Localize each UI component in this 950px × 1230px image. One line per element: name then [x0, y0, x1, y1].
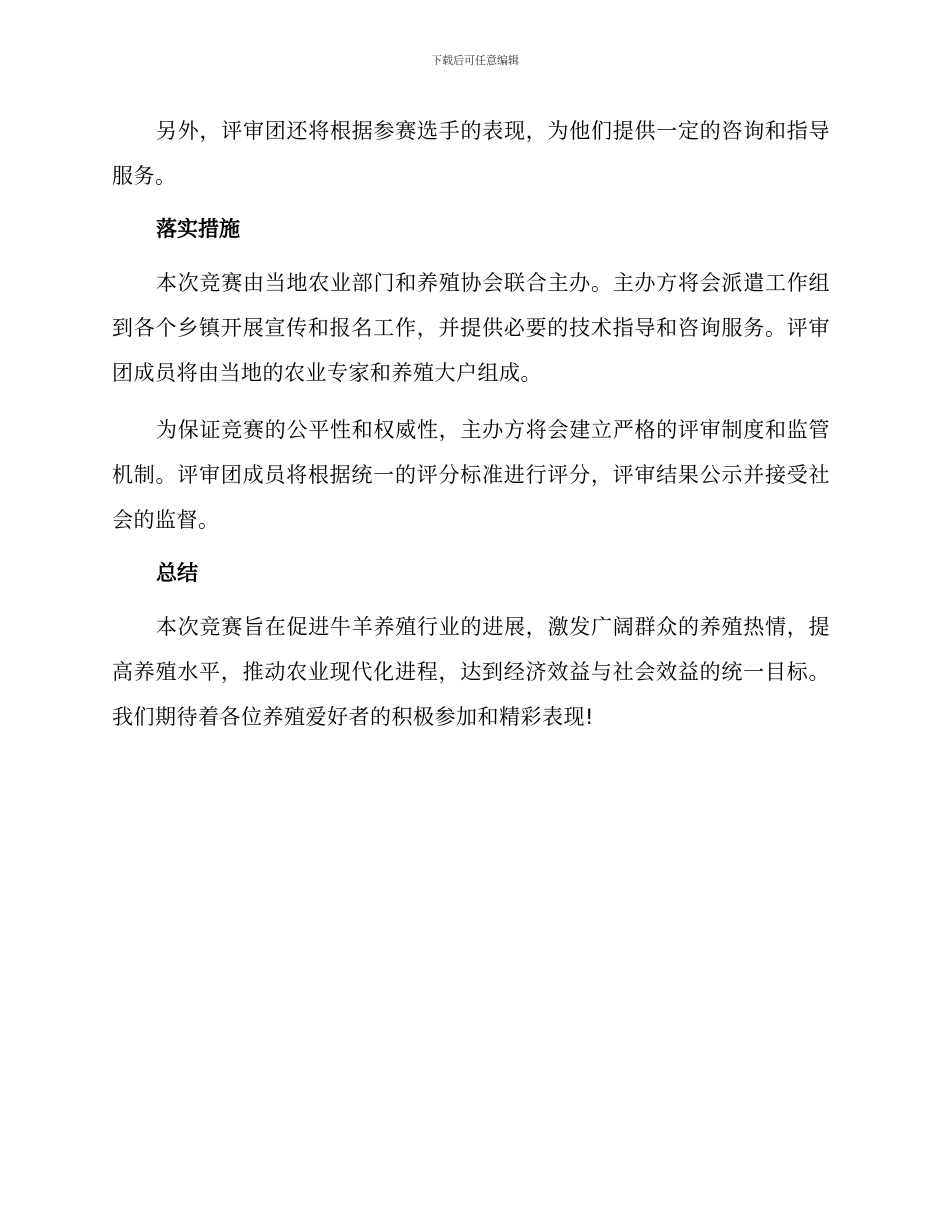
summary-paragraph: 本次竞赛旨在促进牛羊养殖行业的进展，激发广阔群众的养殖热情，提高养殖水平，推动农业现代化进程，达到经济效益与社会效益的统一目标。我们期待着各位养殖爱好者的积极参加和精彩表现! — [112, 615, 830, 729]
document-body — [112, 109, 830, 740]
implementation-paragraph-2: 为保证竞赛的公平性和权威性，主办方将会建立严格的评审制度和监管机制。评审团成员将根据统一的评分标准进行评分，评审结果公示并接受社会的监督。 — [112, 418, 830, 532]
spacer — [112, 591, 830, 605]
section-heading-summary: 总结 — [156, 561, 198, 585]
section-heading-implementation: 落实措施 — [156, 217, 240, 241]
spacer — [112, 247, 830, 261]
spacer — [112, 543, 830, 555]
page-header: 下载后可任意编辑 — [431, 54, 519, 67]
spacer — [112, 396, 830, 408]
spacer — [112, 199, 830, 211]
intro-paragraph: 另外，评审团还将根据参赛选手的表现，为他们提供一定的咨询和指导服务。 — [112, 119, 830, 188]
implementation-paragraph-1: 本次竞赛由当地农业部门和养殖协会联合主办。主办方将会派遣工作组到各个乡镇开展宣传和报名工作，并提供必要的技术指导和咨询服务。评审团成员将由当地的农业专家和养殖大户组成。 — [112, 271, 830, 385]
